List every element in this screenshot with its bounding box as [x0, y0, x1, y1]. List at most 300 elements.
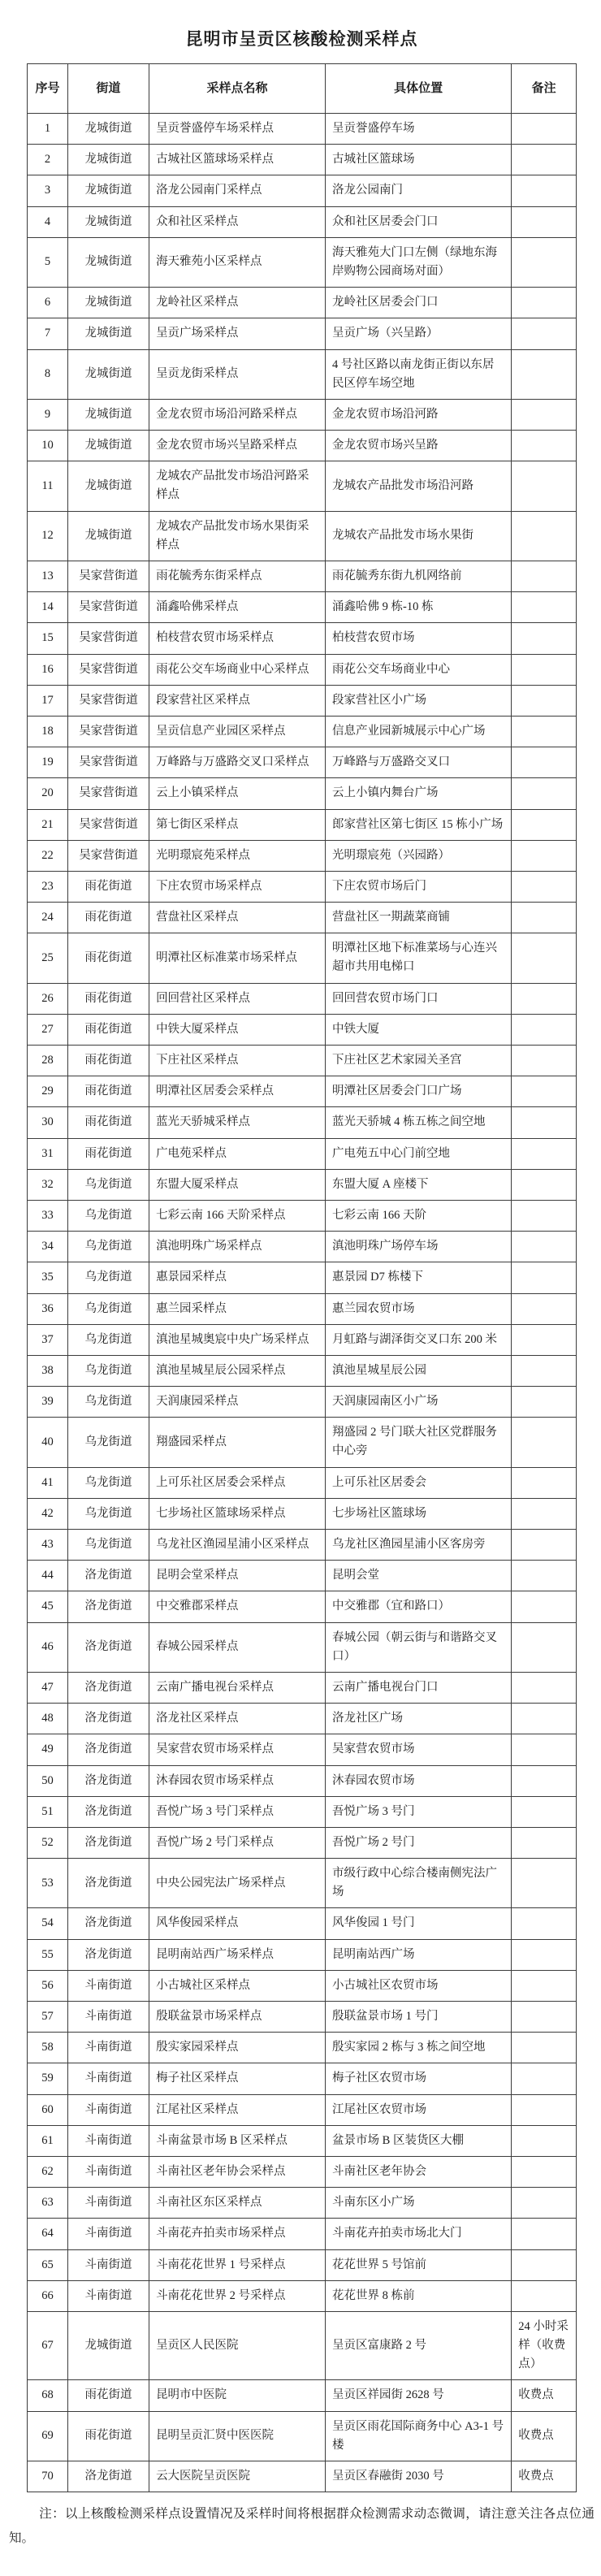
- footer-note: 注：以上核酸检测采样点设置情况及采样时间将根据群众检测需求动态微调，请注意关注各点位通知。: [9, 2507, 595, 2546]
- cell-location: 万峰路与万盛路交叉口: [326, 747, 512, 778]
- cell-location: 金龙农贸市场兴呈路: [326, 431, 512, 461]
- cell-seq: 5: [28, 237, 68, 287]
- table-row: [28, 903, 577, 933]
- cell-street: 斗南街道: [68, 2094, 149, 2125]
- cell-street: 雨花街道: [68, 1138, 149, 1169]
- cell-remark: [512, 175, 577, 206]
- cell-street: 吴家营街道: [68, 778, 149, 809]
- table-row: [28, 1293, 577, 1324]
- cell-site-name: 古城社区篮球场采样点: [149, 145, 326, 175]
- cell-seq: 40: [28, 1418, 68, 1467]
- cell-site-name: 云南广播电视台采样点: [149, 1672, 326, 1703]
- cell-seq: 34: [28, 1232, 68, 1262]
- table-row: [28, 1387, 577, 1418]
- table-body: [28, 114, 577, 2492]
- cell-seq: 12: [28, 511, 68, 561]
- cell-location: 云上小镇内舞台广场: [326, 778, 512, 809]
- cell-location: 江尾社区农贸市场: [326, 2094, 512, 2125]
- cell-site-name: 柏枝营农贸市场采样点: [149, 623, 326, 654]
- cell-seq: 10: [28, 431, 68, 461]
- cell-remark: [512, 511, 577, 561]
- cell-remark: [512, 1561, 577, 1591]
- cell-street: 洛龙街道: [68, 2461, 149, 2492]
- cell-location: 云南广播电视台门口: [326, 1672, 512, 1703]
- cell-street: 雨花街道: [68, 2411, 149, 2461]
- cell-remark: [512, 1970, 577, 2001]
- cell-remark: [512, 1530, 577, 1561]
- cell-remark: [512, 747, 577, 778]
- table-row: [28, 288, 577, 318]
- cell-remark: [512, 1622, 577, 1672]
- table-row: [28, 1734, 577, 1765]
- cell-location: 梅子社区农贸市场: [326, 2063, 512, 2094]
- table-row: [28, 1704, 577, 1734]
- cell-remark: [512, 2033, 577, 2063]
- cell-seq: 21: [28, 809, 68, 840]
- cell-location: 龙岭社区居委会门口: [326, 288, 512, 318]
- cell-street: 龙城街道: [68, 145, 149, 175]
- cell-location: 柏枝营农贸市场: [326, 623, 512, 654]
- cell-seq: 25: [28, 933, 68, 983]
- cell-location: 呈贡区春融街 2030 号: [326, 2461, 512, 2492]
- cell-street: 吴家营街道: [68, 809, 149, 840]
- cell-street: 乌龙街道: [68, 1418, 149, 1467]
- cell-remark: [512, 592, 577, 623]
- cell-site-name: 昆明南站西广场采样点: [149, 1939, 326, 1970]
- cell-street: 洛龙街道: [68, 1734, 149, 1765]
- cell-seq: 48: [28, 1704, 68, 1734]
- cell-site-name: 龙城农产品批发市场水果街采样点: [149, 511, 326, 561]
- cell-site-name: 斗南盆景市场 B 区采样点: [149, 2125, 326, 2156]
- cell-remark: [512, 1046, 577, 1076]
- cell-street: 雨花街道: [68, 903, 149, 933]
- cell-street: 吴家营街道: [68, 592, 149, 623]
- cell-location: 吾悦广场 3 号门: [326, 1796, 512, 1827]
- cell-site-name: 殷联盆景市场采样点: [149, 2002, 326, 2033]
- table-row: [28, 1561, 577, 1591]
- cell-location: 下庄农贸市场后门: [326, 871, 512, 902]
- cell-seq: 52: [28, 1827, 68, 1858]
- cell-remark: [512, 1467, 577, 1498]
- cell-location: 七彩云南 166 天阶: [326, 1200, 512, 1231]
- table-row: [28, 1796, 577, 1827]
- cell-seq: 37: [28, 1324, 68, 1355]
- cell-seq: 60: [28, 2094, 68, 2125]
- cell-location: 雨花公交车场商业中心: [326, 654, 512, 685]
- cell-seq: 20: [28, 778, 68, 809]
- cell-street: 吴家营街道: [68, 840, 149, 871]
- cell-remark: [512, 2094, 577, 2125]
- cell-site-name: 斗南花花世界 1 号采样点: [149, 2249, 326, 2280]
- table-row: [28, 145, 577, 175]
- table-row: [28, 237, 577, 287]
- cell-street: 斗南街道: [68, 2002, 149, 2033]
- table-row: [28, 1262, 577, 1293]
- cell-remark: [512, 1796, 577, 1827]
- table-row: [28, 2188, 577, 2219]
- cell-seq: 70: [28, 2461, 68, 2492]
- cell-street: 龙城街道: [68, 431, 149, 461]
- cell-street: 雨花街道: [68, 2380, 149, 2411]
- cell-street: 乌龙街道: [68, 1232, 149, 1262]
- cell-street: 吴家营街道: [68, 654, 149, 685]
- cell-street: 龙城街道: [68, 2311, 149, 2380]
- cell-site-name: 明潭社区居委会采样点: [149, 1076, 326, 1107]
- cell-seq: 51: [28, 1796, 68, 1827]
- cell-location: 明潭社区居委会门口广场: [326, 1076, 512, 1107]
- cell-location: 昆明会堂: [326, 1561, 512, 1591]
- cell-location: 中交雅郡（宜和路口）: [326, 1591, 512, 1622]
- cell-remark: [512, 809, 577, 840]
- cell-remark: [512, 2156, 577, 2187]
- cell-location: 惠兰园农贸市场: [326, 1293, 512, 1324]
- cell-seq: 14: [28, 592, 68, 623]
- cell-street: 龙城街道: [68, 114, 149, 145]
- cell-site-name: 翔盛园采样点: [149, 1418, 326, 1467]
- cell-street: 斗南街道: [68, 2219, 149, 2249]
- cell-site-name: 七彩云南 166 天阶采样点: [149, 1200, 326, 1231]
- cell-location: 广电苑五中心门前空地: [326, 1138, 512, 1169]
- table-row: [28, 2125, 577, 2156]
- cell-location: 天润康园南区小广场: [326, 1387, 512, 1418]
- cell-seq: 54: [28, 1908, 68, 1939]
- cell-seq: 55: [28, 1939, 68, 1970]
- cell-location: 雨花毓秀东街九机网络前: [326, 561, 512, 592]
- cell-seq: 53: [28, 1859, 68, 1908]
- cell-location: 呈贡广场（兴呈路）: [326, 318, 512, 349]
- table-row: [28, 747, 577, 778]
- cell-site-name: 惠兰园采样点: [149, 1293, 326, 1324]
- table-row: [28, 2219, 577, 2249]
- cell-street: 洛龙街道: [68, 1622, 149, 1672]
- cell-seq: 2: [28, 145, 68, 175]
- cell-location: 市级行政中心综合楼南侧宪法广场: [326, 1859, 512, 1908]
- cell-remark: [512, 1355, 577, 1386]
- cell-seq: 31: [28, 1138, 68, 1169]
- cell-seq: 57: [28, 2002, 68, 2033]
- cell-seq: 32: [28, 1169, 68, 1200]
- cell-street: 乌龙街道: [68, 1498, 149, 1529]
- cell-seq: 6: [28, 288, 68, 318]
- cell-site-name: 上可乐社区居委会采样点: [149, 1467, 326, 1498]
- cell-location: 涌鑫哈佛 9 栋-10 栋: [326, 592, 512, 623]
- cell-location: 沐春园农贸市场: [326, 1765, 512, 1796]
- cell-remark: [512, 1076, 577, 1107]
- cell-location: 盆景市场 B 区装货区大棚: [326, 2125, 512, 2156]
- table-row: [28, 1970, 577, 2001]
- cell-street: 洛龙街道: [68, 1939, 149, 1970]
- table-row: [28, 2280, 577, 2311]
- table-row: [28, 206, 577, 237]
- table-row: [28, 1591, 577, 1622]
- cell-seq: 64: [28, 2219, 68, 2249]
- cell-street: 吴家营街道: [68, 561, 149, 592]
- cell-remark: [512, 2188, 577, 2219]
- cell-remark: [512, 1498, 577, 1529]
- cell-seq: 7: [28, 318, 68, 349]
- cell-remark: [512, 2249, 577, 2280]
- cell-remark: [512, 561, 577, 592]
- table-header-row: [28, 64, 577, 114]
- cell-location: 翔盛园 2 号门联大社区党群服务中心旁: [326, 1418, 512, 1467]
- cell-street: 洛龙街道: [68, 1908, 149, 1939]
- table-row: [28, 685, 577, 716]
- table-row: [28, 1498, 577, 1529]
- cell-remark: [512, 1293, 577, 1324]
- cell-site-name: 小古城社区采样点: [149, 1970, 326, 2001]
- cell-site-name: 第七街区采样点: [149, 809, 326, 840]
- cell-site-name: 吾悦广场 3 号门采样点: [149, 1796, 326, 1827]
- cell-seq: 59: [28, 2063, 68, 2094]
- cell-seq: 1: [28, 114, 68, 145]
- cell-site-name: 光明璟宸苑采样点: [149, 840, 326, 871]
- cell-seq: 24: [28, 903, 68, 933]
- cell-location: 信息产业园新城展示中心广场: [326, 716, 512, 747]
- cell-street: 乌龙街道: [68, 1387, 149, 1418]
- cell-site-name: 众和社区采样点: [149, 206, 326, 237]
- cell-street: 洛龙街道: [68, 1827, 149, 1858]
- cell-location: 4 号社区路以南龙街正街以东居民区停车场空地: [326, 349, 512, 399]
- table-row: [28, 2411, 577, 2461]
- cell-seq: 46: [28, 1622, 68, 1672]
- cell-street: 洛龙街道: [68, 1591, 149, 1622]
- table-row: [28, 871, 577, 902]
- cell-remark: [512, 2002, 577, 2033]
- cell-location: 众和社区居委会门口: [326, 206, 512, 237]
- cell-site-name: 斗南社区老年协会采样点: [149, 2156, 326, 2187]
- cell-remark: [512, 1014, 577, 1045]
- cell-seq: 47: [28, 1672, 68, 1703]
- cell-seq: 65: [28, 2249, 68, 2280]
- cell-seq: 27: [28, 1014, 68, 1045]
- cell-street: 洛龙街道: [68, 1765, 149, 1796]
- cell-remark: [512, 1734, 577, 1765]
- cell-street: 龙城街道: [68, 399, 149, 430]
- table-row: [28, 2094, 577, 2125]
- cell-seq: 56: [28, 1970, 68, 2001]
- cell-site-name: 天润康园采样点: [149, 1387, 326, 1418]
- cell-street: 乌龙街道: [68, 1200, 149, 1231]
- cell-site-name: 昆明会堂采样点: [149, 1561, 326, 1591]
- table-row: [28, 1232, 577, 1262]
- cell-remark: [512, 2063, 577, 2094]
- cell-seq: 26: [28, 983, 68, 1014]
- cell-street: 斗南街道: [68, 1970, 149, 2001]
- cell-location: 斗南东区小广场: [326, 2188, 512, 2219]
- cell-location: 花花世界 5 号馆前: [326, 2249, 512, 2280]
- cell-site-name: 斗南花花世界 2 号采样点: [149, 2280, 326, 2311]
- cell-site-name: 滇池明珠广场采样点: [149, 1232, 326, 1262]
- cell-remark: [512, 871, 577, 902]
- cell-street: 洛龙街道: [68, 1672, 149, 1703]
- cell-remark: [512, 145, 577, 175]
- cell-remark: [512, 318, 577, 349]
- table-row: [28, 809, 577, 840]
- cell-site-name: 昆明呈贡汇贤中医医院: [149, 2411, 326, 2461]
- cell-site-name: 滇池星城奥宸中央广场采样点: [149, 1324, 326, 1355]
- cell-site-name: 呈贡龙街采样点: [149, 349, 326, 399]
- cell-location: 斗南花卉拍卖市场北大门: [326, 2219, 512, 2249]
- table-row: [28, 1138, 577, 1169]
- cell-site-name: 云上小镇采样点: [149, 778, 326, 809]
- cell-street: 龙城街道: [68, 237, 149, 287]
- table-row: [28, 778, 577, 809]
- cell-seq: 23: [28, 871, 68, 902]
- cell-seq: 28: [28, 1046, 68, 1076]
- cell-street: 龙城街道: [68, 461, 149, 511]
- cell-seq: 67: [28, 2311, 68, 2380]
- cell-seq: 30: [28, 1107, 68, 1138]
- cell-site-name: 雨花公交车场商业中心采样点: [149, 654, 326, 685]
- table-row: [28, 2461, 577, 2492]
- cell-seq: 29: [28, 1076, 68, 1107]
- cell-remark: 24 小时采样（收费点）: [512, 2311, 577, 2380]
- cell-seq: 15: [28, 623, 68, 654]
- cell-remark: [512, 1859, 577, 1908]
- cell-remark: [512, 1262, 577, 1293]
- cell-site-name: 中交雅郡采样点: [149, 1591, 326, 1622]
- cell-location: 段家营社区小广场: [326, 685, 512, 716]
- header-street: 街道: [68, 64, 149, 114]
- cell-site-name: 乌龙社区渔园星浦小区采样点: [149, 1530, 326, 1561]
- cell-street: 斗南街道: [68, 2188, 149, 2219]
- cell-remark: [512, 237, 577, 287]
- page-title: 昆明市呈贡区核酸检测采样点: [185, 29, 418, 49]
- cell-site-name: 吾悦广场 2 号门采样点: [149, 1827, 326, 1858]
- cell-street: 吴家营街道: [68, 685, 149, 716]
- cell-location: 明潭社区地下标准菜场与心连兴超市共用电梯口: [326, 933, 512, 983]
- cell-seq: 69: [28, 2411, 68, 2461]
- cell-remark: [512, 1591, 577, 1622]
- cell-street: 雨花街道: [68, 1076, 149, 1107]
- cell-location: 下庄社区艺术家园关圣宫: [326, 1046, 512, 1076]
- table-row: [28, 2002, 577, 2033]
- cell-location: 斗南社区老年协会: [326, 2156, 512, 2187]
- cell-seq: 8: [28, 349, 68, 399]
- cell-remark: [512, 461, 577, 511]
- cell-location: 风华俊园 1 号门: [326, 1908, 512, 1939]
- table-row: [28, 1418, 577, 1467]
- cell-seq: 43: [28, 1530, 68, 1561]
- table-row: [28, 716, 577, 747]
- cell-location: 花花世界 8 栋前: [326, 2280, 512, 2311]
- table-row: [28, 561, 577, 592]
- table-row: [28, 2033, 577, 2063]
- cell-street: 乌龙街道: [68, 1530, 149, 1561]
- cell-street: 斗南街道: [68, 2249, 149, 2280]
- cell-site-name: 洛龙社区采样点: [149, 1704, 326, 1734]
- table-row: [28, 114, 577, 145]
- cell-location: 乌龙社区渔园星浦小区客房旁: [326, 1530, 512, 1561]
- cell-location: 昆明南站西广场: [326, 1939, 512, 1970]
- cell-site-name: 段家营社区采样点: [149, 685, 326, 716]
- cell-location: 东盟大厦 A 座楼下: [326, 1169, 512, 1200]
- cell-remark: [512, 654, 577, 685]
- cell-street: 雨花街道: [68, 871, 149, 902]
- cell-site-name: 中铁大厦采样点: [149, 1014, 326, 1045]
- cell-location: 殷联盆景市场 1 号门: [326, 2002, 512, 2033]
- cell-location: 龙城农产品批发市场沿河路: [326, 461, 512, 511]
- cell-remark: 收费点: [512, 2461, 577, 2492]
- cell-location: 月虹路与湖泽街交叉口东 200 米: [326, 1324, 512, 1355]
- table-row: [28, 399, 577, 430]
- cell-street: 斗南街道: [68, 2280, 149, 2311]
- cell-location: 殷实家园 2 栋与 3 栋之间空地: [326, 2033, 512, 2063]
- header-remark: 备注: [512, 64, 577, 114]
- cell-seq: 22: [28, 840, 68, 871]
- table-row: [28, 1672, 577, 1703]
- table-row: [28, 2249, 577, 2280]
- table-row: [28, 983, 577, 1014]
- cell-seq: 19: [28, 747, 68, 778]
- cell-remark: [512, 1765, 577, 1796]
- cell-street: 龙城街道: [68, 206, 149, 237]
- cell-seq: 16: [28, 654, 68, 685]
- cell-remark: [512, 1939, 577, 1970]
- cell-remark: [512, 1827, 577, 1858]
- cell-remark: [512, 288, 577, 318]
- cell-street: 洛龙街道: [68, 1704, 149, 1734]
- cell-remark: [512, 349, 577, 399]
- cell-location: 惠景园 D7 栋楼下: [326, 1262, 512, 1293]
- cell-remark: [512, 1387, 577, 1418]
- table-row: [28, 1622, 577, 1672]
- cell-street: 乌龙街道: [68, 1355, 149, 1386]
- cell-remark: [512, 2125, 577, 2156]
- cell-site-name: 斗南社区东区采样点: [149, 2188, 326, 2219]
- cell-remark: [512, 716, 577, 747]
- cell-location: 光明璟宸苑（兴园路）: [326, 840, 512, 871]
- cell-location: 金龙农贸市场沿河路: [326, 399, 512, 430]
- cell-remark: [512, 1418, 577, 1467]
- table-row: [28, 1827, 577, 1858]
- cell-remark: [512, 1324, 577, 1355]
- cell-seq: 66: [28, 2280, 68, 2311]
- cell-seq: 11: [28, 461, 68, 511]
- cell-street: 雨花街道: [68, 983, 149, 1014]
- cell-site-name: 营盘社区采样点: [149, 903, 326, 933]
- cell-site-name: 金龙农贸市场沿河路采样点: [149, 399, 326, 430]
- table-row: [28, 349, 577, 399]
- cell-street: 洛龙街道: [68, 1796, 149, 1827]
- cell-location: 回回营农贸市场门口: [326, 983, 512, 1014]
- table-row: [28, 933, 577, 983]
- cell-location: 郎家营社区第七街区 15 栋小广场: [326, 809, 512, 840]
- cell-remark: [512, 2219, 577, 2249]
- cell-site-name: 风华俊园采样点: [149, 1908, 326, 1939]
- cell-remark: [512, 1704, 577, 1734]
- cell-site-name: 惠景园采样点: [149, 1262, 326, 1293]
- table-row: [28, 1530, 577, 1561]
- cell-street: 吴家营街道: [68, 747, 149, 778]
- cell-remark: [512, 983, 577, 1014]
- cell-street: 洛龙街道: [68, 1561, 149, 1591]
- cell-seq: 35: [28, 1262, 68, 1293]
- cell-site-name: 广电苑采样点: [149, 1138, 326, 1169]
- cell-location: 上可乐社区居委会: [326, 1467, 512, 1498]
- cell-site-name: 呈贡广场采样点: [149, 318, 326, 349]
- header-location: 具体位置: [326, 64, 512, 114]
- cell-street: 雨花街道: [68, 1046, 149, 1076]
- cell-remark: 收费点: [512, 2380, 577, 2411]
- cell-seq: 39: [28, 1387, 68, 1418]
- cell-seq: 62: [28, 2156, 68, 2187]
- cell-remark: [512, 1232, 577, 1262]
- table-row: [28, 1859, 577, 1908]
- cell-site-name: 回回营社区采样点: [149, 983, 326, 1014]
- cell-street: 斗南街道: [68, 2063, 149, 2094]
- cell-street: 吴家营街道: [68, 623, 149, 654]
